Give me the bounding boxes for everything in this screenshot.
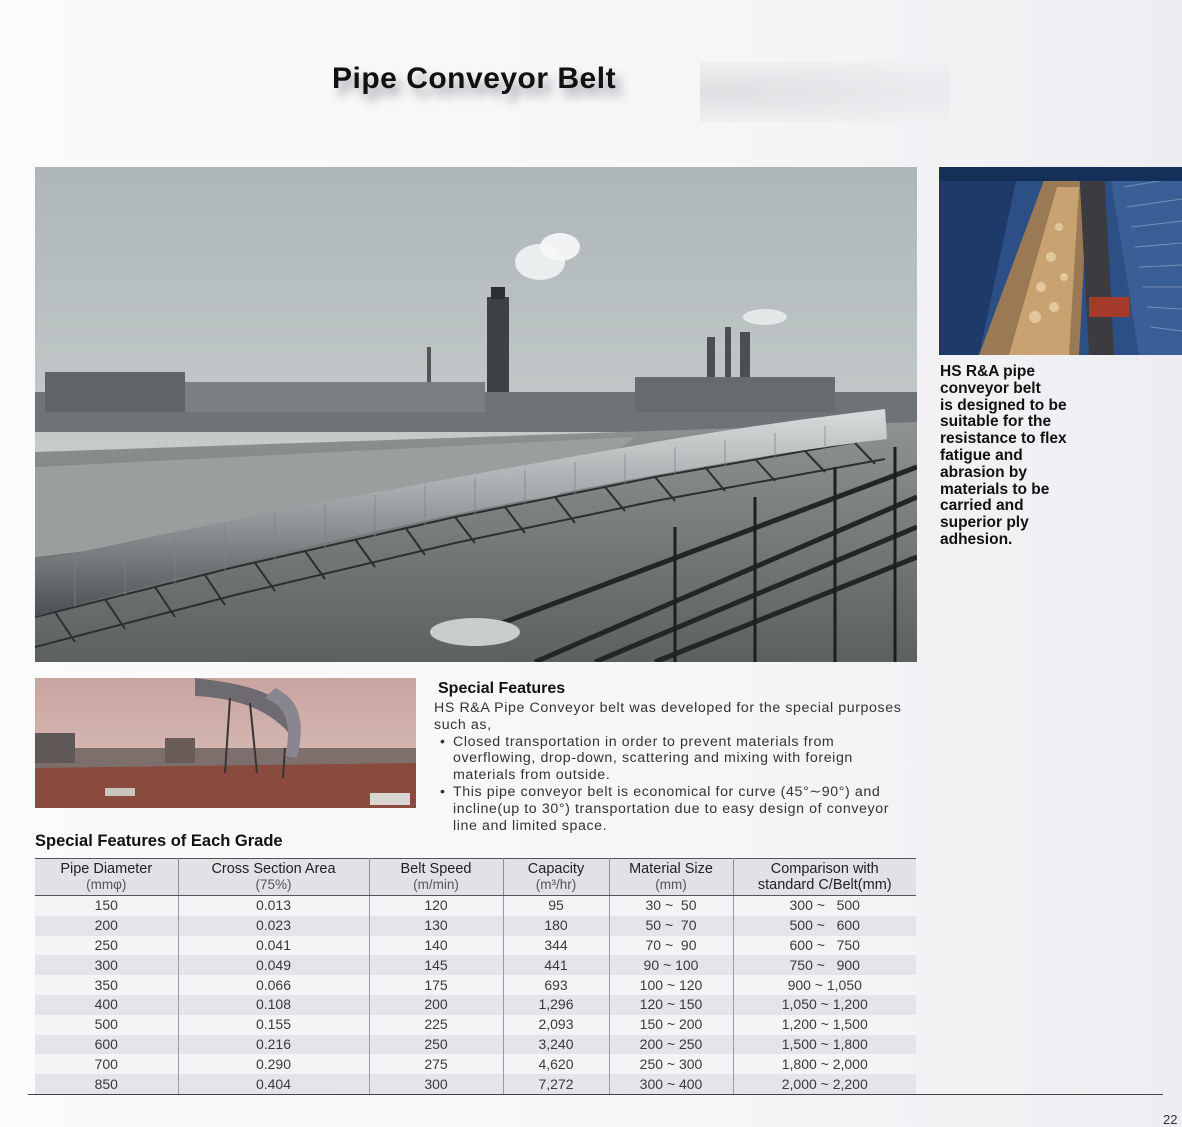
- table-row: [35, 1054, 916, 1074]
- special-features-intro: HS R&A Pipe Conveyor belt was developed for the special purposes such as,: [434, 700, 902, 733]
- table-cell: 250: [369, 1035, 503, 1055]
- side-photo-belt-material: [939, 167, 1182, 355]
- column-header: Pipe Diameter (mmφ): [35, 859, 178, 896]
- bottom-rule: [28, 1094, 1163, 1095]
- table-cell: 0.066: [178, 975, 369, 995]
- table-cell: 275: [369, 1054, 503, 1074]
- list-item-text: This pipe conveyor belt is economical for curve (45°∼90°) and incline(up to 30°) transportation due to easy design of conveyor line and limited space.: [453, 783, 890, 834]
- table-row: [35, 896, 916, 916]
- table-cell: 1,296: [503, 995, 609, 1015]
- title-shadow: [700, 62, 950, 122]
- table-cell: 0.404: [178, 1074, 369, 1094]
- table-cell: 900 ~ 1,050: [733, 975, 916, 995]
- grade-table: [35, 858, 916, 1094]
- table-cell: 300 ~ 500: [733, 896, 916, 916]
- table-cell: 250 ~ 300: [609, 1054, 733, 1074]
- table-cell: 200: [35, 916, 178, 936]
- special-features-list: [434, 734, 904, 835]
- table-cell: 600: [35, 1035, 178, 1055]
- table-cell: 225: [369, 1015, 503, 1035]
- table-cell: 500 ~ 600: [733, 916, 916, 936]
- page-number: 22: [1163, 1112, 1178, 1127]
- table-cell: 344: [503, 936, 609, 956]
- table-cell: 130: [369, 916, 503, 936]
- table-cell: 300: [35, 955, 178, 975]
- column-header: Material Size (mm): [609, 859, 733, 896]
- table-cell: 2,093: [503, 1015, 609, 1035]
- list-item: [434, 734, 904, 784]
- table-cell: 180: [503, 916, 609, 936]
- grade-table-title: Special Features of Each Grade: [35, 832, 283, 850]
- table-cell: 50 ~ 70: [609, 916, 733, 936]
- table-cell: 120: [369, 896, 503, 916]
- table-row: [35, 1015, 916, 1035]
- special-features-heading: Special Features: [438, 680, 566, 697]
- table-cell: 200: [369, 995, 503, 1015]
- table-cell: 150 ~ 200: [609, 1015, 733, 1035]
- table-cell: 0.041: [178, 936, 369, 956]
- table-cell: 0.216: [178, 1035, 369, 1055]
- table-cell: 700: [35, 1054, 178, 1074]
- table-cell: 0.013: [178, 896, 369, 916]
- table-cell: 400: [35, 995, 178, 1015]
- list-item: [434, 784, 904, 834]
- special-features-section: [434, 680, 904, 834]
- table-cell: 1,050 ~ 1,200: [733, 995, 916, 1015]
- table-header-row: [35, 859, 916, 896]
- table-row: [35, 916, 916, 936]
- table-cell: 750 ~ 900: [733, 955, 916, 975]
- table-cell: 7,272: [503, 1074, 609, 1094]
- bullet-icon: •: [440, 733, 446, 750]
- table-cell: 2,000 ~ 2,200: [733, 1074, 916, 1094]
- table-row: [35, 936, 916, 956]
- table-row: [35, 955, 916, 975]
- table-row: [35, 975, 916, 995]
- table-cell: 1,200 ~ 1,500: [733, 1015, 916, 1035]
- table-cell: 250: [35, 936, 178, 956]
- bullet-icon: •: [440, 783, 446, 800]
- column-header: Comparison with standard C/Belt(mm): [733, 859, 916, 896]
- table-cell: 30 ~ 50: [609, 896, 733, 916]
- table-cell: 693: [503, 975, 609, 995]
- table-cell: 150: [35, 896, 178, 916]
- table-cell: 70 ~ 90: [609, 936, 733, 956]
- table-cell: 175: [369, 975, 503, 995]
- table-cell: 100 ~ 120: [609, 975, 733, 995]
- side-caption: HS R&A pipe conveyor belt is designed to be suitable for the resistance to flex fatigue and abrasion by materials to be carried and superior ply adhesion.: [940, 363, 1067, 548]
- table-cell: 0.023: [178, 916, 369, 936]
- table-cell: 0.155: [178, 1015, 369, 1035]
- table-cell: 441: [503, 955, 609, 975]
- list-item-text: Closed transportation in order to prevent materials from overflowing, drop-down, scattering and mixing with foreign materials from outside.: [453, 733, 853, 784]
- table-cell: 0.108: [178, 995, 369, 1015]
- column-header: Capacity (m³/hr): [503, 859, 609, 896]
- table-cell: 350: [35, 975, 178, 995]
- table-cell: 90 ~ 100: [609, 955, 733, 975]
- grade-table-body: [35, 896, 916, 1094]
- table-cell: 4,620: [503, 1054, 609, 1074]
- table-cell: 1,500 ~ 1,800: [733, 1035, 916, 1055]
- table-cell: 0.290: [178, 1054, 369, 1074]
- table-cell: 850: [35, 1074, 178, 1094]
- table-cell: 500: [35, 1015, 178, 1035]
- table-cell: 120 ~ 150: [609, 995, 733, 1015]
- table-cell: 600 ~ 750: [733, 936, 916, 956]
- table-row: [35, 1074, 916, 1094]
- table-cell: 300 ~ 400: [609, 1074, 733, 1094]
- column-header: Belt Speed (m/min): [369, 859, 503, 896]
- main-photo-pipe-conveyor: [35, 167, 917, 662]
- table-cell: 95: [503, 896, 609, 916]
- table-cell: 200 ~ 250: [609, 1035, 733, 1055]
- table-row: [35, 995, 916, 1015]
- table-row: [35, 1035, 916, 1055]
- table-cell: 145: [369, 955, 503, 975]
- small-photo-elevated-conveyor: [35, 678, 416, 808]
- table-cell: 1,800 ~ 2,000: [733, 1054, 916, 1074]
- page-title: Pipe Conveyor Belt: [332, 62, 617, 95]
- table-cell: 0.049: [178, 955, 369, 975]
- table-cell: 300: [369, 1074, 503, 1094]
- table-cell: 140: [369, 936, 503, 956]
- column-header: Cross Section Area (75%): [178, 859, 369, 896]
- table-cell: 3,240: [503, 1035, 609, 1055]
